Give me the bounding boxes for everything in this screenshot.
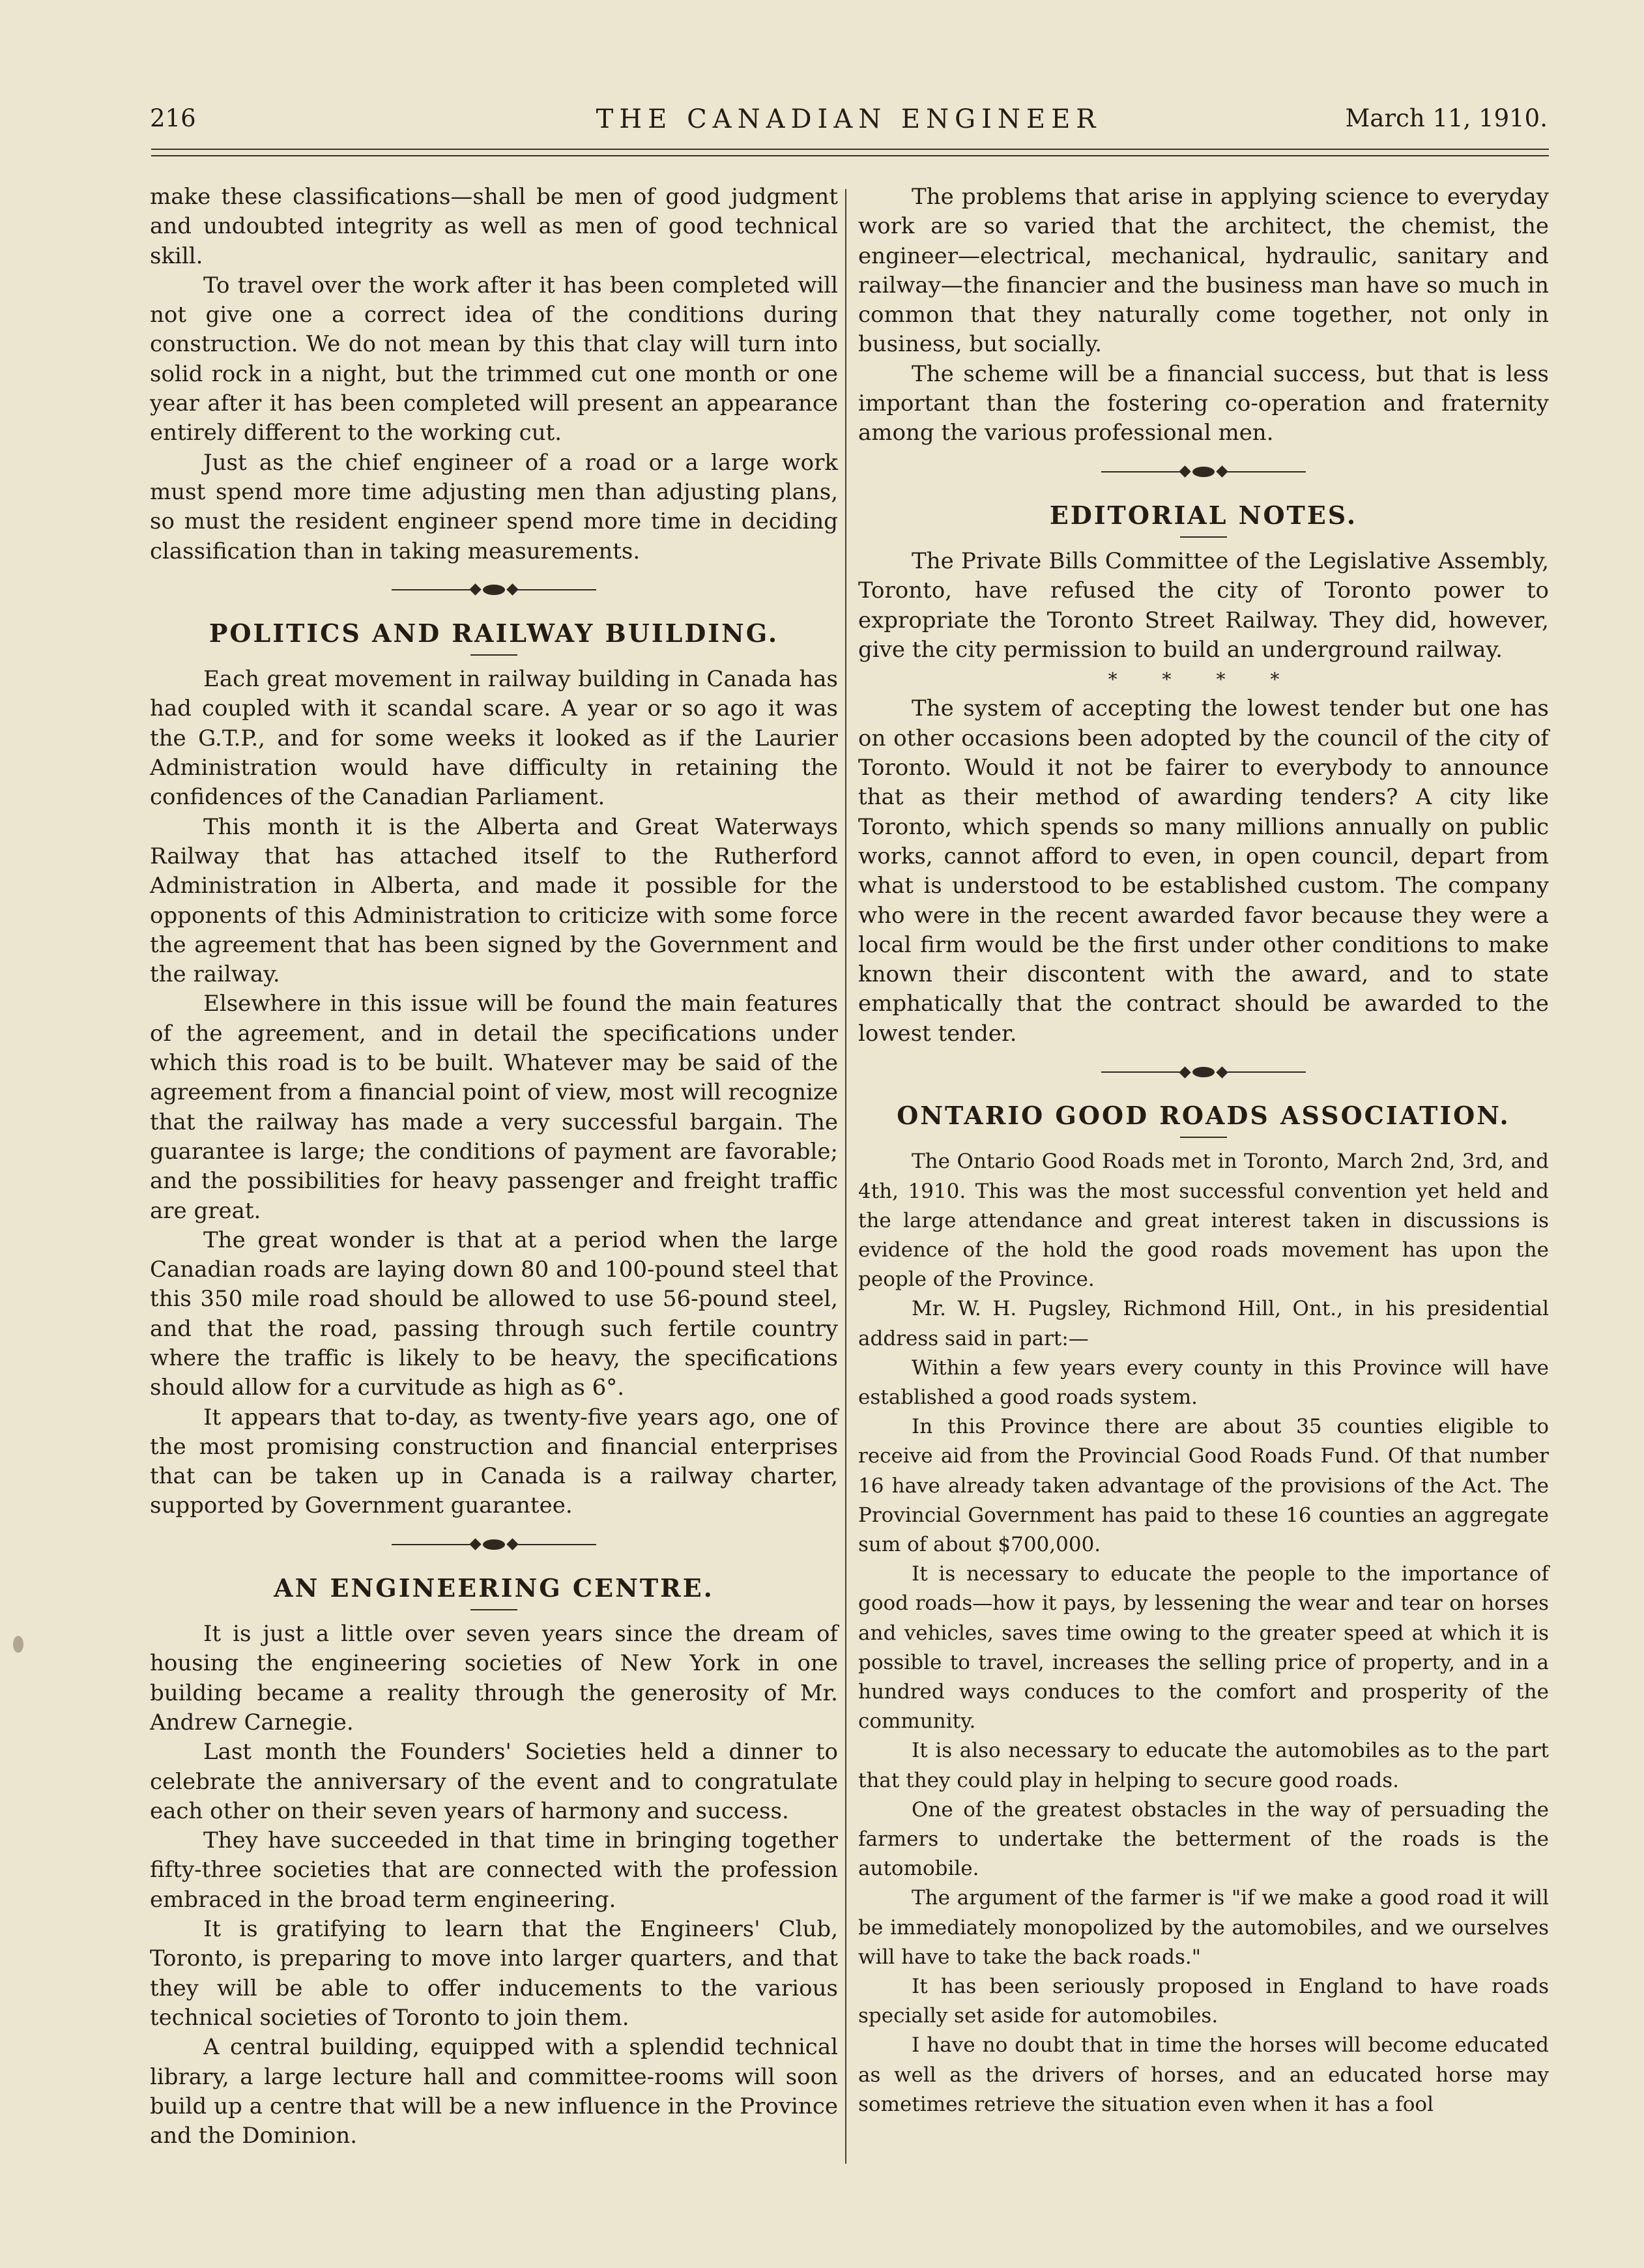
paragraph: The Ontario Good Roads met in Toronto, March 2nd, 3rd, and 4th, 1910. This was the most successful convention yet held and the large attendance and great interest taken in discussions is evidence of the hold the good roads movement has upon the people of the Province.	[858, 1150, 1549, 1292]
paragraph: The argument of the farmer is "if we make a good road it will be immediately monopolized by the automobiles, and we ourselves will have to take the back roads."	[858, 1886, 1549, 1969]
paragraph: Mr. W. H. Pugsley, Richmond Hill, Ont., in his presidential address said in part:—	[858, 1297, 1549, 1350]
paragraph: It is just a little over seven years since the dream of housing the engineering societies of New York in one building became a reality through the generosity of Mr. Andrew Carnegie.	[150, 1621, 838, 1736]
paragraph: Elsewhere in this issue will be found the main features of the agreement, and in detail the specifications under which this road is to be built. Whatever may be said of the agreement from a financial point of view, most will recognize that the railway has made a very successful bargain. The guarantee is large; the conditions of payment are favorable; and the possibilities for heavy passenger and freight traffic are great.	[150, 991, 838, 1224]
page-number: 216	[150, 104, 196, 132]
right-column	[858, 182, 1549, 2119]
section-ornament	[150, 570, 838, 609]
left-column	[150, 182, 838, 2151]
header-rule-bottom	[151, 155, 1549, 156]
paragraph: To travel over the work after it has been completed will not give one a correct idea of the conditions during construction. We do not mean by this that clay will turn into solid rock in a night, but the trimmed cut one month or one year after it has been completed will present an appearance entirely different to the working cut.	[150, 272, 838, 446]
heading-ontario-good-roads: ONTARIO GOOD ROADS ASSOCIATION.	[897, 1101, 1510, 1131]
heading-politics: POLITICS AND RAILWAY BUILDING.	[209, 618, 779, 648]
paragraph: The system of accepting the lowest tender but one has on other occasions been adopted by the council of the city of Toronto. Would it not be fairer to everybody to announce that as their method of awarding tenders? A city like Toronto, which spends so many millions annually on public works, cannot afford to even, in open council, depart from what is understood to be established custom. The company who were in the recent awarded favor because they were a local firm would be the first under other conditions to make known their discontent with the award, and to state emphatically that the contract should be awarded to the lowest tender.	[858, 695, 1549, 1047]
paragraph: Each great movement in railway building in Canada has had coupled with it scandal scare. A year or so ago it was the G.T.P., and for some weeks it looked as if the Laurier Administration would have difficulty in retaining the confidences of the Canadian Parliament.	[150, 666, 838, 811]
paragraph: The Private Bills Committee of the Legislative Assembly, Toronto, have refused the city of Toronto power to expropriate the Toronto Street Railway. They did, however, give the city permission to build an underground railway.	[858, 547, 1549, 663]
paragraph: It is necessary to educate the people to the importance of good roads—how it pays, by lessening the wear and tear on horses and vehicles, saves time owing to the greater speed at which it is possible to travel, increases the selling price of property, and in a hundred ways conduces to the comfort and prosperity of the community.	[858, 1562, 1549, 1734]
good-roads-article	[858, 1147, 1549, 2119]
heading-dash	[1180, 536, 1227, 538]
heading-dash	[1180, 1137, 1227, 1138]
paragraph: The scheme will be a financial success, but that is less important than the fostering co-operation and fraternity among the various professional men.	[858, 360, 1549, 446]
paragraph: It is gratifying to learn that the Engineers' Club, Toronto, is preparing to move into larger quarters, and that they will be able to offer inducements to the various technical societies of Toronto to join them.	[150, 1916, 838, 2031]
heading-editorial-notes: EDITORIAL NOTES.	[1049, 500, 1358, 530]
paragraph: In this Province there are about 35 counties eligible to receive aid from the Provincial Good Roads Fund. Of that number 16 have already taken advantage of the provisions of the Act. The Provincial Government has paid to these 16 counties an aggregate sum of about $700,000.	[858, 1415, 1549, 1556]
asterism: * * * *	[1108, 669, 1299, 691]
paragraph: This month it is the Alberta and Great Waterways Railway that has attached itself to the Rutherford Administration in Alberta, and made it possible for the opponents of this Administration to criticize with some force the agreement that has been signed by the Government and the railway.	[150, 813, 838, 988]
page-smudge	[13, 1636, 23, 1653]
paragraph: It is also necessary to educate the automobiles as to the part that they could play in helping to secure good roads.	[858, 1739, 1549, 1792]
heading-dash	[470, 654, 517, 656]
paragraph: It has been seriously proposed in England to have roads specially set aside for automobiles.	[858, 1975, 1549, 2028]
paragraph: The great wonder is that at a period when the large Canadian roads are laying down 80 and 100-pound steel that this 350 mile road should be allowed to use 56-pound steel, and that the road, passing through such fertile country where the traffic is likely to be heavy, the specifications should allow for a curvitude as high as 6°.	[150, 1227, 838, 1401]
paragraph: One of the greatest obstacles in the way of persuading the farmers to undertake the betterment of the roads is the automobile.	[858, 1797, 1549, 1881]
paragraph: make these classifications—shall be men of good judgment and undoubted integrity as well as men of good technical skill.	[150, 184, 838, 269]
paragraph: They have succeeded in that time in bringing together fifty-three societies that are connected with the profession embraced in the broad term engineering.	[150, 1827, 838, 1913]
heading-dash	[470, 1609, 517, 1610]
section-ornament	[858, 452, 1549, 491]
issue-date: March 11, 1910.	[1345, 104, 1548, 132]
paragraph: I have no doubt that in time the horses will become educated as well as the drivers of horses, and an educated horse may sometimes retrieve the situation even when it has a fool	[858, 2033, 1549, 2116]
column-separator	[845, 189, 846, 2164]
paragraph: The problems that arise in applying science to everyday work are so varied that the architect, the chemist, the engineer—electrical, mechanical, hydraulic, sanitary and railway—the financier and the business man have so much in common that they naturally come together, not only in business, but socially.	[858, 184, 1549, 358]
paragraph: It appears that to-day, as twenty-five years ago, one of the most promising construction and financial enterprises that can be taken up in Canada is a railway charter, supported by Government guarantee.	[150, 1404, 838, 1519]
section-ornament	[150, 1525, 838, 1564]
header-rule-top	[151, 149, 1549, 150]
paragraph: Last month the Founders' Societies held a dinner to celebrate the anniversary of the event and to congratulate each other on their seven years of harmony and success.	[150, 1739, 838, 1824]
running-header	[150, 104, 1548, 143]
paragraph: Just as the chief engineer of a road or a large work must spend more time adjusting men than adjusting plans, so must the resident engineer spend more time in deciding classification than in taking measurements.	[150, 449, 838, 564]
section-ornament	[858, 1053, 1549, 1092]
heading-engineering-centre: AN ENGINEERING CENTRE.	[274, 1573, 714, 1603]
paragraph: A central building, equipped with a splendid technical library, a large lecture hall and committee-rooms will soon build up a centre that will be a new influence in the Province and the Dominion.	[150, 2034, 838, 2149]
paragraph: Within a few years every county in this Province will have established a good roads system.	[858, 1356, 1549, 1409]
journal-title: THE CANADIAN ENGINEER	[596, 104, 1102, 134]
